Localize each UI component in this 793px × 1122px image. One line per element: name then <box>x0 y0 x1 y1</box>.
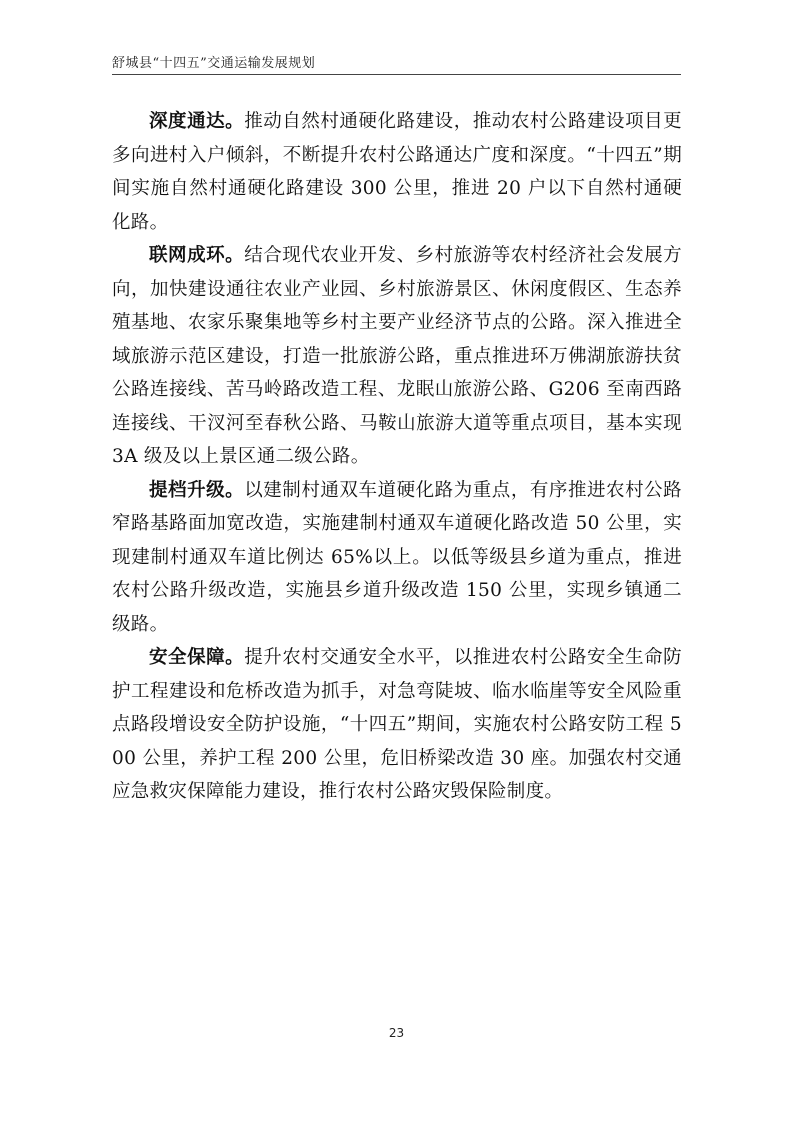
paragraph-network-loop <box>112 239 682 474</box>
paragraph-deep-access <box>112 105 682 239</box>
paragraph-text: 以建制村通双车道硬化路为重点，有序推进农村公路窄路基路面加宽改造，实施建制村通双车道硬化路改造 50 公里，实现建制村通双车道比例达 65%以上。以低等级县乡道为重点，推进农村公路升级改造，实施县乡道升级改造 150 公里，实现乡镇通二级路。 <box>112 479 682 635</box>
body-text <box>112 105 682 809</box>
paragraph-lead: 安全保障。 <box>149 647 245 668</box>
paragraph-text: 推动自然村通硬化路建设，推动农村公路建设项目更多向进村入户倾斜，不断提升农村公路通达广度和深度。“十四五”期间实施自然村通硬化路建设 300 公里，推进 20 户以下自然村通硬化路。 <box>112 111 682 233</box>
paragraph-upgrade <box>112 474 682 642</box>
paragraph-lead: 提档升级。 <box>149 479 245 501</box>
paragraph-text: 提升农村交通安全水平，以推进农村公路安全生命防护工程建设和危桥改造为抓手，对急弯陡坡、临水临崖等安全风险重点路段增设安全防护设施，“十四五”期间，实施农村公路安防工程 500 公里，养护工程 200 公里，危旧桥梁改造 30 座。加强农村交通应急救灾保障能力建设，推行农村公路灾毁保险制度。 <box>112 647 682 802</box>
paragraph-lead: 深度通达。 <box>149 111 245 132</box>
document-title: 舒城县“十四五”交通运输发展规划 <box>112 56 316 71</box>
paragraph-text: 结合现代农业开发、乡村旅游等农村经济社会发展方向，加快建设通往农业产业园、乡村旅游景区、休闲度假区、生态养殖基地、农家乐聚集地等乡村主要产业经济节点的公路。深入推进全域旅游示范区建设，打造一批旅游公路，重点推进环万佛湖旅游扶贫公路连接线、苦马岭路改造工程、龙眠山旅游公路、G206 至南西路连接线、干汊河至春秋公路、马鞍山旅游大道等重点项目，基本实现 3A 级及以上景区通二级公路。 <box>112 245 682 467</box>
running-header <box>112 48 681 75</box>
paragraph-lead: 联网成环。 <box>149 245 245 266</box>
page-number: 23 <box>388 1026 405 1040</box>
paragraph-safety <box>112 641 682 809</box>
